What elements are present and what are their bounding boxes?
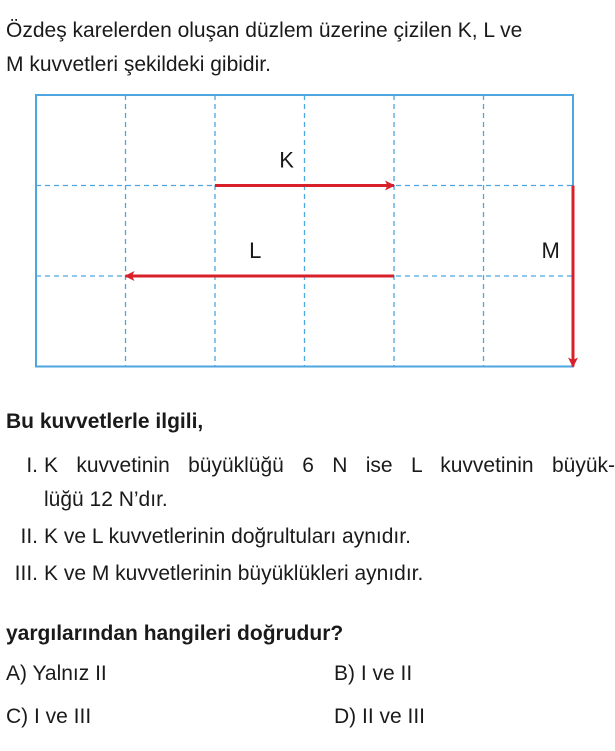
statement-number: II. [20, 525, 38, 548]
force-label-m: M [541, 237, 560, 263]
force-label-l: L [249, 237, 262, 263]
statement-number: III. [14, 562, 38, 585]
intro-text [6, 14, 610, 82]
statement-list [0, 449, 615, 591]
statement-2 [0, 520, 615, 554]
intro-line-1: Özdeş karelerden oluşan düzlem üzerine çizilen K, L ve [6, 19, 523, 42]
choice-c[interactable]: C) I ve III [6, 705, 92, 728]
force-grid-diagram [0, 80, 615, 380]
question-lead: Bu kuvvetlerle ilgili, [6, 410, 204, 433]
choice-b[interactable]: B) I ve II [334, 662, 413, 685]
statement-number: I. [26, 454, 38, 477]
intro-line-2: M kuvvetleri şekildeki gibidir. [6, 53, 271, 76]
statement-text: K kuvvetinin büyüklüğü 6 N ise L kuvvetinin büyük- [44, 454, 615, 477]
statement-text: K ve M kuvvetlerinin büyüklükleri aynıdır. [44, 562, 424, 585]
force-label-k: K [279, 147, 294, 173]
question-prompt: yargılarından hangileri doğrudur? [6, 622, 344, 645]
statement-text: lüğü 12 N’dır. [44, 488, 168, 511]
statement-1 [0, 449, 615, 517]
choice-d[interactable]: D) II ve III [334, 705, 426, 728]
statement-text: K ve L kuvvetlerinin doğrultuları aynıdır. [44, 525, 411, 548]
statement-3 [0, 557, 615, 591]
choice-a[interactable]: A) Yalnız II [6, 662, 107, 685]
